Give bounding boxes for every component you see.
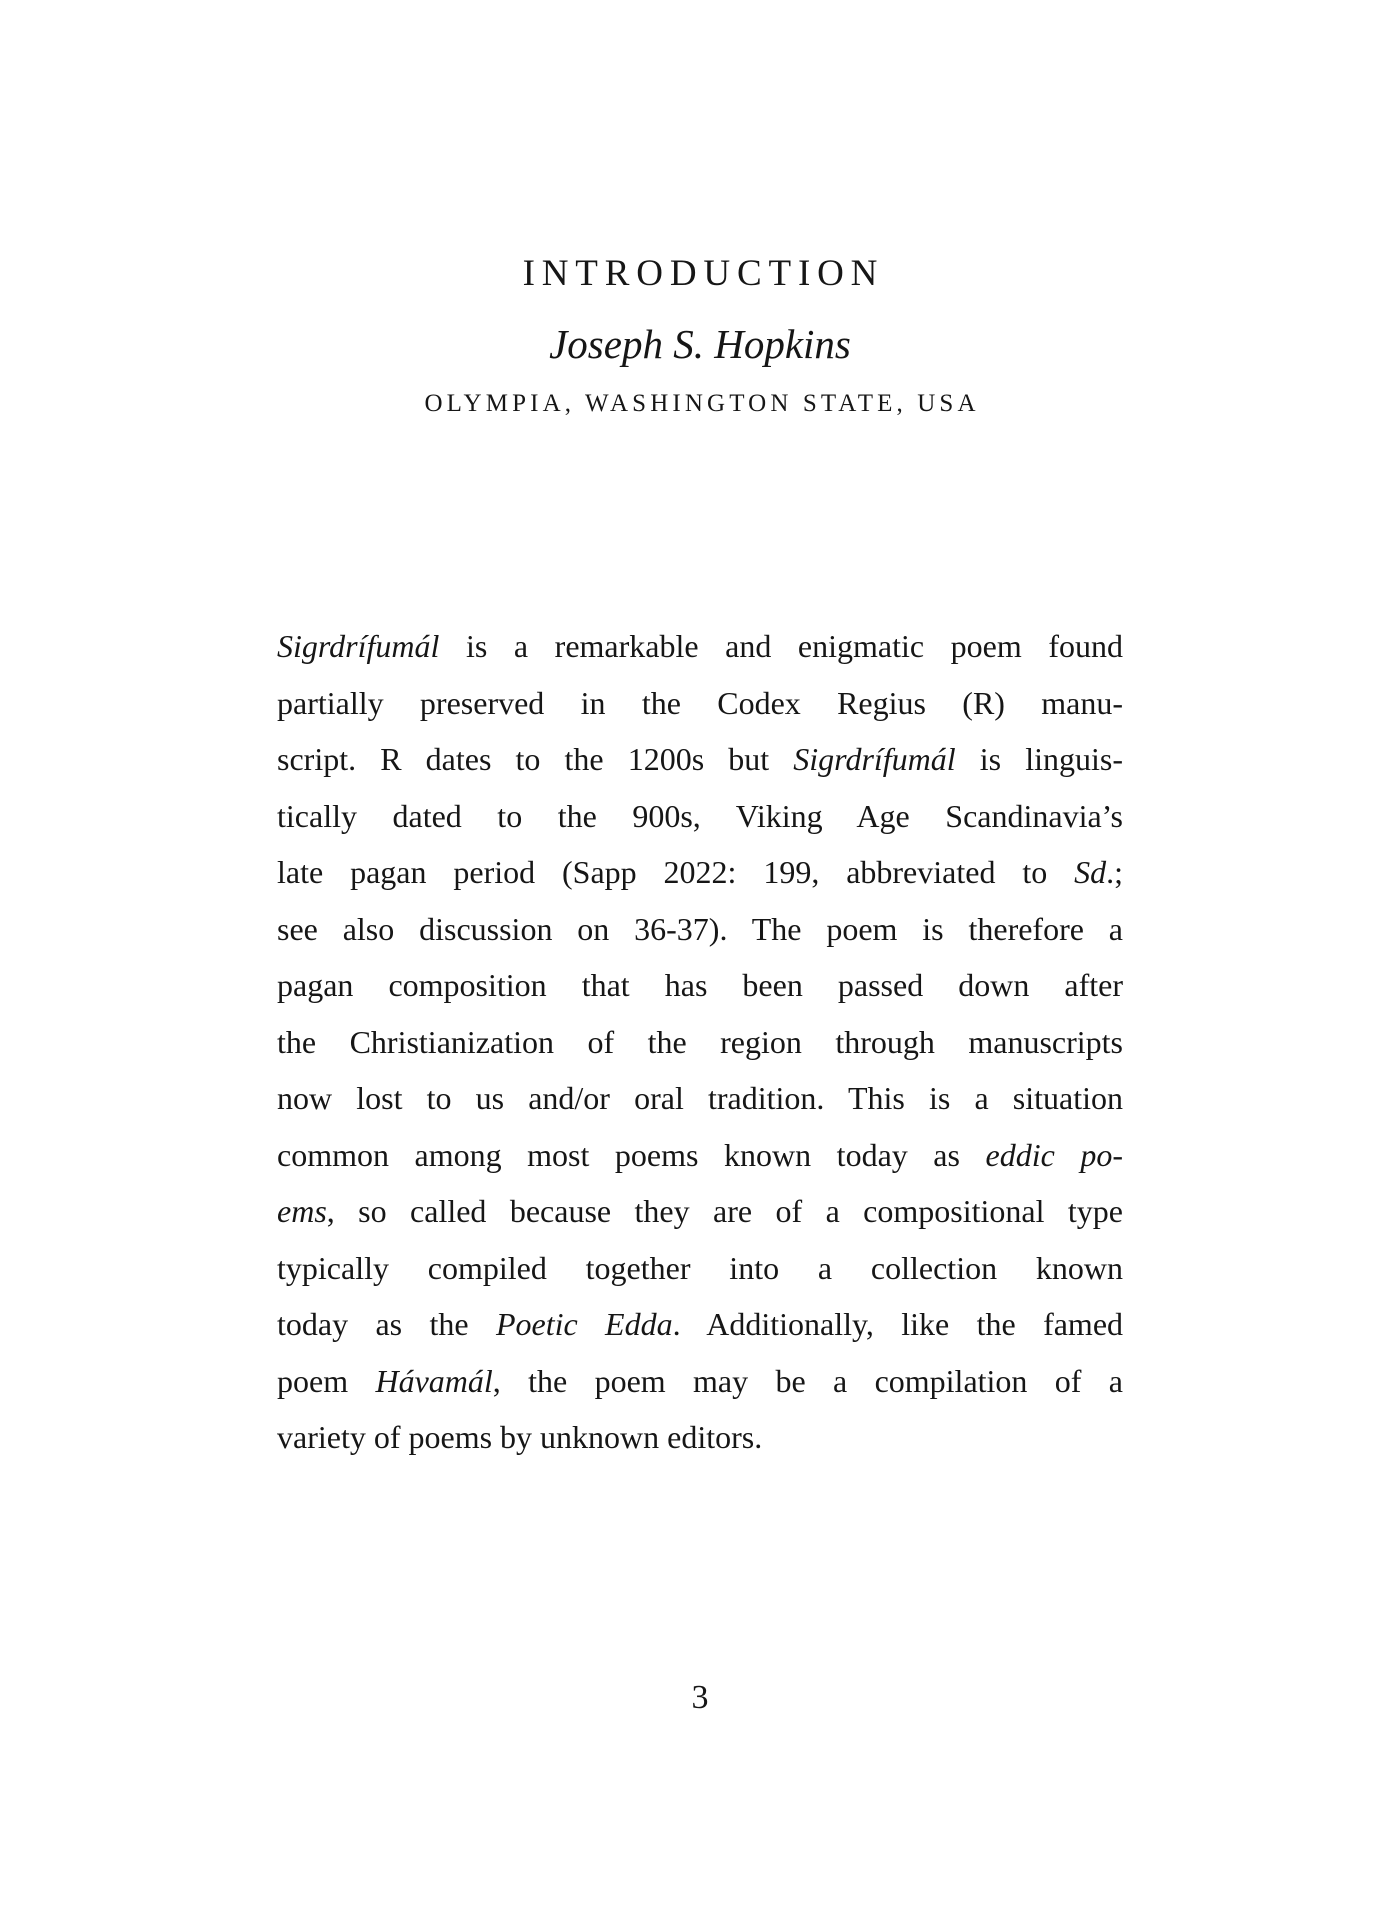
body-line <box>277 731 1123 788</box>
italic-text: eddic po- <box>985 1136 1124 1173</box>
italic-text: Hávamál <box>375 1362 493 1399</box>
body-text-segment: see also discussion on 36-37). The poem is therefore a <box>277 910 1123 947</box>
italic-text: Sigrdrífumál <box>277 628 440 664</box>
italic-text: Sigrdrífumál <box>793 741 956 777</box>
body-text-segment: , the poem may be a compilation of a <box>492 1362 1124 1399</box>
body-text-segment: the Christianization of the region through manuscripts <box>277 1023 1123 1060</box>
body-text-segment: common among most poems known today as <box>277 1136 986 1173</box>
body-line <box>277 901 1123 958</box>
body-text-segment: pagan composition that has been passed down after <box>277 967 1123 1003</box>
text-column <box>277 250 1123 1718</box>
body-line <box>277 675 1123 732</box>
body-text-segment: typically compiled together into a collection known <box>277 1249 1123 1286</box>
body-line <box>277 1014 1123 1071</box>
body-text-segment: script. R dates to the 1200s but <box>277 741 794 777</box>
author-name: Joseph S. Hopkins <box>549 321 851 367</box>
body-text-segment: variety of poems by unknown editors. <box>277 1419 763 1455</box>
body-text-segment: . Additionally, like the famed <box>672 1306 1124 1342</box>
page-number: 3 <box>691 1678 709 1716</box>
chapter-title: INTRODUCTION <box>522 253 885 294</box>
body-line <box>277 1070 1123 1127</box>
body-line <box>277 1296 1123 1353</box>
body-line <box>277 1183 1123 1240</box>
body-text-segment: partially preserved in the Codex Regius (R) manu- <box>277 684 1123 721</box>
italic-text: Poetic Edda <box>495 1306 673 1342</box>
body-text-segment: poem <box>277 1362 376 1399</box>
body-text-segment: is linguis- <box>955 741 1124 777</box>
body-line <box>277 1127 1123 1184</box>
italic-text: ems <box>277 1193 327 1229</box>
body-paragraph <box>277 618 1123 1466</box>
body-text-segment: , so called because they are of a compositional type <box>326 1193 1123 1229</box>
body-line <box>277 957 1123 1014</box>
body-text-segment: today as the <box>277 1306 496 1342</box>
body-text-segment: .; <box>1106 854 1123 890</box>
body-line <box>277 844 1123 901</box>
body-line <box>277 1409 1123 1466</box>
author-location: OLYMPIA, WASHINGTON STATE, USA <box>424 390 980 417</box>
body-text-segment: now lost to us and/or oral tradition. This is a situation <box>277 1080 1123 1116</box>
body-text-segment: is a remarkable and enigmatic poem found <box>439 628 1123 664</box>
body-line <box>277 618 1123 675</box>
italic-text: Sd <box>1074 854 1107 890</box>
body-text-segment: late pagan period (Sapp 2022: 199, abbreviated to <box>277 854 1075 890</box>
body-line <box>277 788 1123 845</box>
body-text-segment: tically dated to the 900s, Viking Age Scandinavia’s <box>277 797 1123 834</box>
body-line <box>277 1353 1123 1410</box>
body-line <box>277 1240 1123 1297</box>
